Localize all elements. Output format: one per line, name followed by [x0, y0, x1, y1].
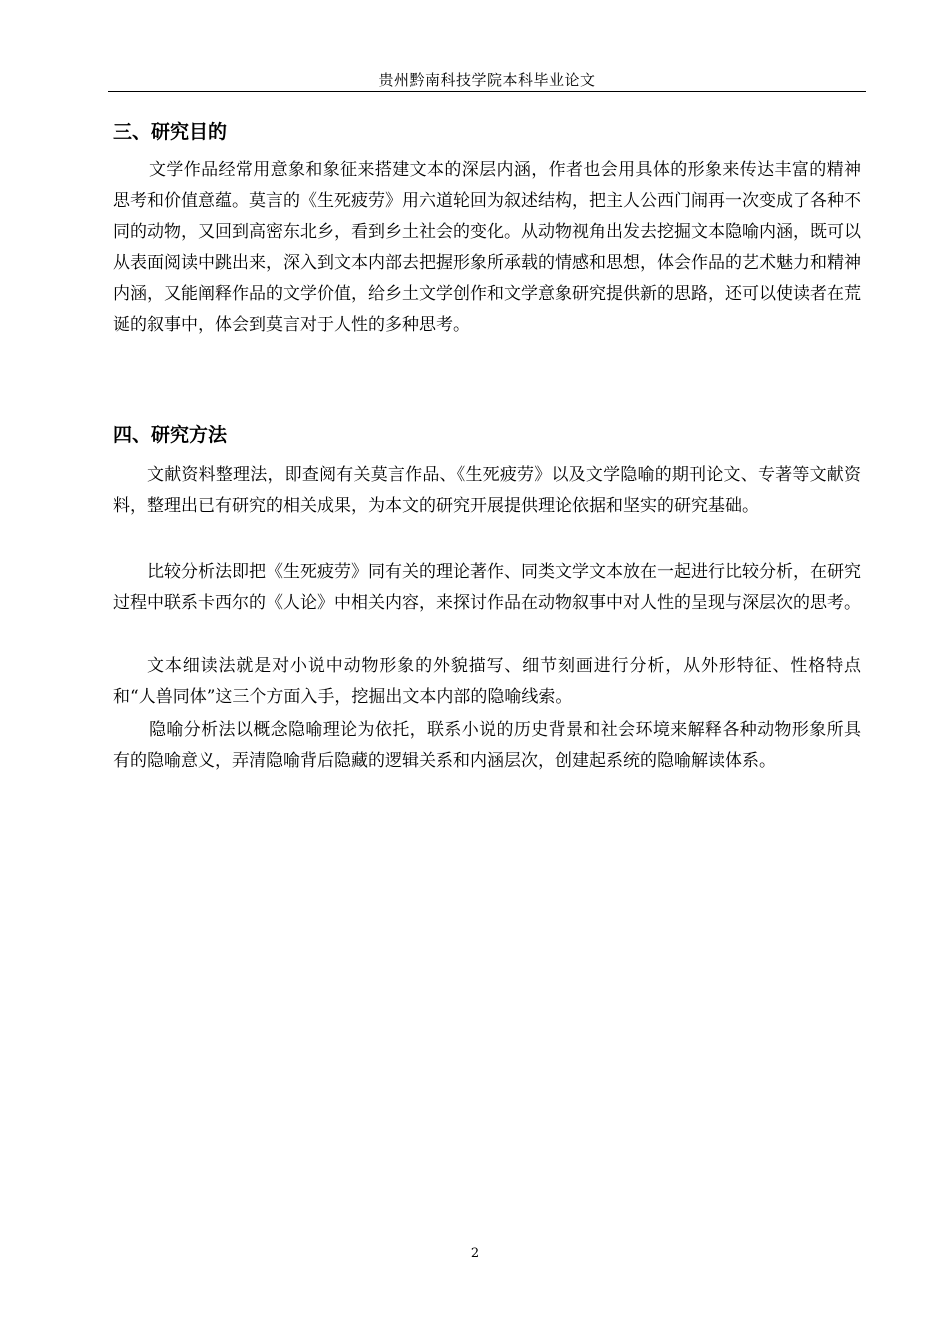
- method-paragraph-comparative: 比较分析法即把《生死疲劳》同有关的理论著作、同类文学文本放在一起进行比较分析，在研究过程中联系卡西尔的《人论》中相关内容，来探讨作品在动物叙事中对人性的呈现与深层次的思考。: [113, 562, 861, 613]
- section-heading-methods: 四、研究方法: [113, 424, 228, 446]
- header-divider: [108, 91, 866, 92]
- method-paragraph-close-reading: 文本细读法就是对小说中动物形象的外貌描写、细节刻画进行分析，从外形特征、性格特点和“人兽同体”这三个方面入手，挖掘出文本内部的隐喻线索。: [113, 656, 861, 707]
- section-heading-purpose: 三、研究目的: [113, 121, 228, 143]
- page-number: 2: [470, 1246, 480, 1261]
- purpose-paragraph: 文学作品经常用意象和象征来搭建文本的深层内涵，作者也会用具体的形象来传达丰富的精神思考和价值意蕴。莫言的《生死疲劳》用六道轮回为叙述结构，把主人公西门闹再一次变成了各种不同的动物，又回到高密东北乡，看到乡土社会的变化。从动物视角出发去挖掘文本隐喻内涵，既可以从表面阅读中跳出来，深入到文本内部去把握形象所承载的情感和思想，体会作品的艺术魅力和精神内涵，又能阐释作品的文学价值，给乡土文学创作和文学意象研究提供新的思路，还可以使读者在荒诞的叙事中，体会到莫言对于人性的多种思考。: [113, 160, 861, 335]
- page-header-title: 贵州黔南科技学院本科毕业论文: [378, 71, 596, 89]
- method-paragraph-metaphor: 隐喻分析法以概念隐喻理论为依托，联系小说的历史背景和社会环境来解释各种动物形象所具有的隐喻意义，弄清隐喻背后隐藏的逻辑关系和内涵层次，创建起系统的隐喻解读体系。: [113, 720, 861, 771]
- method-paragraph-literature: 文献资料整理法，即查阅有关莫言作品、《生死疲劳》以及文学隐喻的期刊论文、专著等文献资料，整理出已有研究的相关成果，为本文的研究开展提供理论依据和坚实的研究基础。: [113, 465, 861, 516]
